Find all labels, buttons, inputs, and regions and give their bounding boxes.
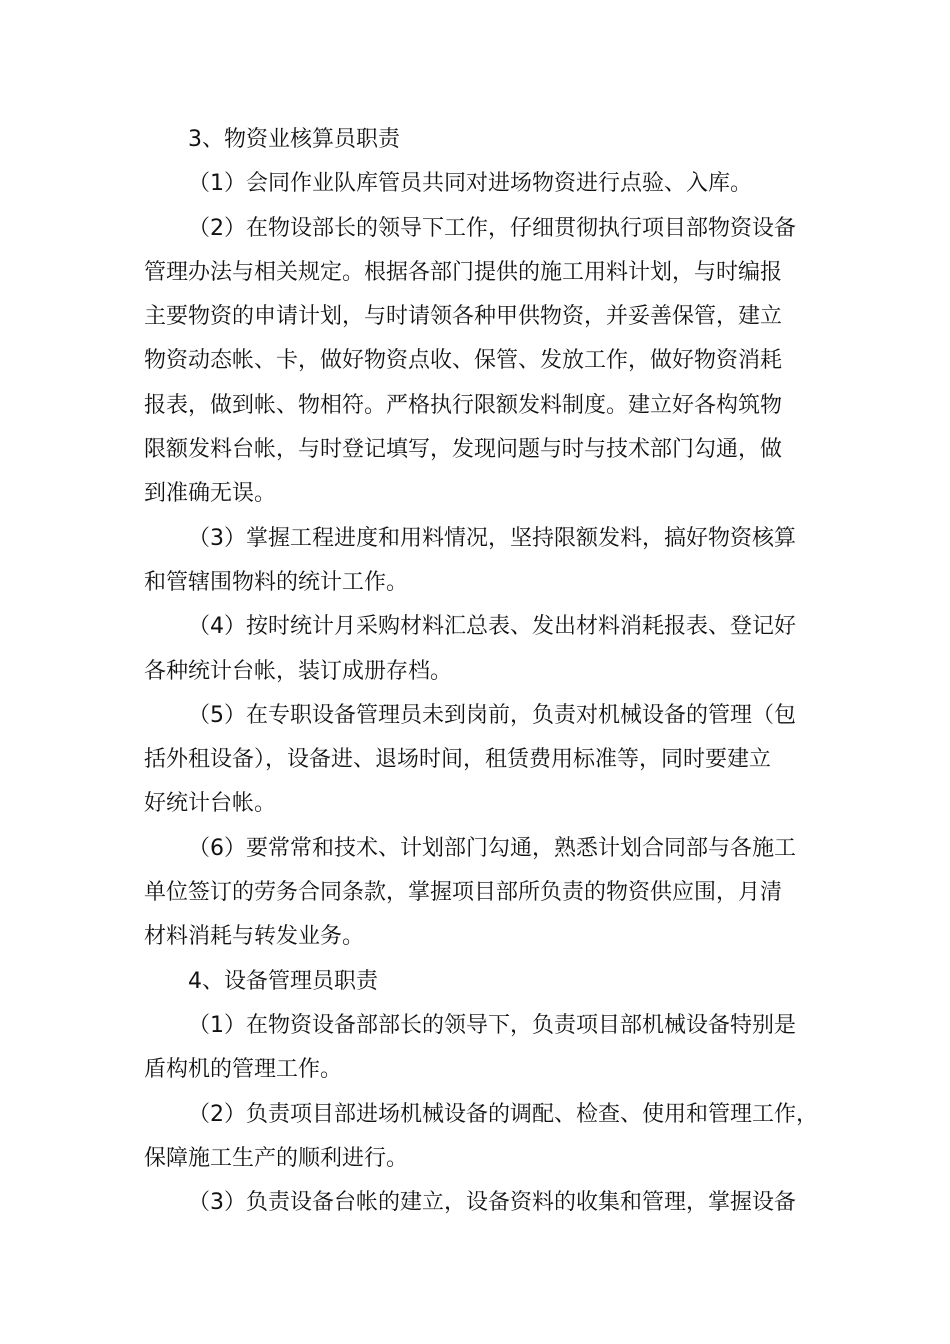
text-line: 各种统计台帐，装订成册存档。 <box>144 658 453 684</box>
section-heading <box>144 960 808 1004</box>
text-line: 括外租设备），设备进、退场时间，租赁费用标准等，同时要建立 <box>144 747 772 773</box>
text-line: 限额发料台帐，与时登记填写，发现问题与时与技术部门勾通，做 <box>144 437 783 463</box>
text-line: 单位签订的劳务合同条款，掌握项目部所负责的物资供应围，月清 <box>144 880 783 906</box>
text-line: （5）在专职设备管理员未到岗前，负责对机械设备的管理（包 <box>188 702 796 728</box>
text-line: 4、设备管理员职责 <box>188 968 378 994</box>
paragraph <box>144 162 808 206</box>
text-line: （3）负责设备台帐的建立，设备资料的收集和管理，掌握设备 <box>188 1190 796 1216</box>
text-line: （4）按时统计月采购材料汇总表、发出材料消耗报表、登记好 <box>188 614 796 640</box>
section-heading <box>144 118 808 162</box>
text-line: （6）要常常和技术、计划部门勾通，熟悉计划合同部与各施工 <box>188 835 796 861</box>
paragraph <box>144 694 808 827</box>
document-body <box>144 118 818 1225</box>
paragraph <box>144 517 808 606</box>
text-line: 到准确无误。 <box>144 481 277 507</box>
paragraph <box>144 1093 818 1182</box>
text-line: 管理办法与相关规定。根据各部门提供的施工用料计划，与时编报 <box>144 259 783 285</box>
text-line: 3、物资业核算员职责 <box>188 127 400 152</box>
text-line: 盾构机的管理工作。 <box>144 1057 343 1083</box>
paragraph <box>144 207 808 517</box>
text-line: 物资动态帐、卡，做好物资点收、保管、发放工作，做好物资消耗 <box>144 348 783 374</box>
text-line: （3）掌握工程进度和用料情况，坚持限额发料，搞好物资核算 <box>188 525 796 551</box>
paragraph <box>144 605 808 694</box>
text-line: 材料消耗与转发业务。 <box>144 924 365 950</box>
text-line: （1）会同作业队库管员共同对进场物资进行点验、入库。 <box>188 171 752 197</box>
text-line: （1）在物资设备部部长的领导下，负责项目部机械设备特别是 <box>188 1012 796 1038</box>
text-line: 好统计台帐。 <box>144 791 277 817</box>
text-line: 报表，做到帐、物相符。严格执行限额发料制度。建立好各构筑物 <box>144 392 783 418</box>
text-line: 和管辖围物料的统计工作。 <box>144 569 409 595</box>
paragraph <box>144 1181 808 1225</box>
text-line: 主要物资的申请计划，与时请领各种甲供物资，并妥善保管，建立 <box>144 304 783 330</box>
text-line: 保障施工生产的顺利进行。 <box>144 1145 409 1171</box>
paragraph <box>144 1004 808 1093</box>
paragraph <box>144 827 808 960</box>
text-line: （2）在物设部长的领导下工作，仔细贯彻执行项目部物资设备 <box>188 215 796 241</box>
text-line: （2）负责项目部进场机械设备的调配、检查、使用和管理工作， <box>188 1101 818 1127</box>
